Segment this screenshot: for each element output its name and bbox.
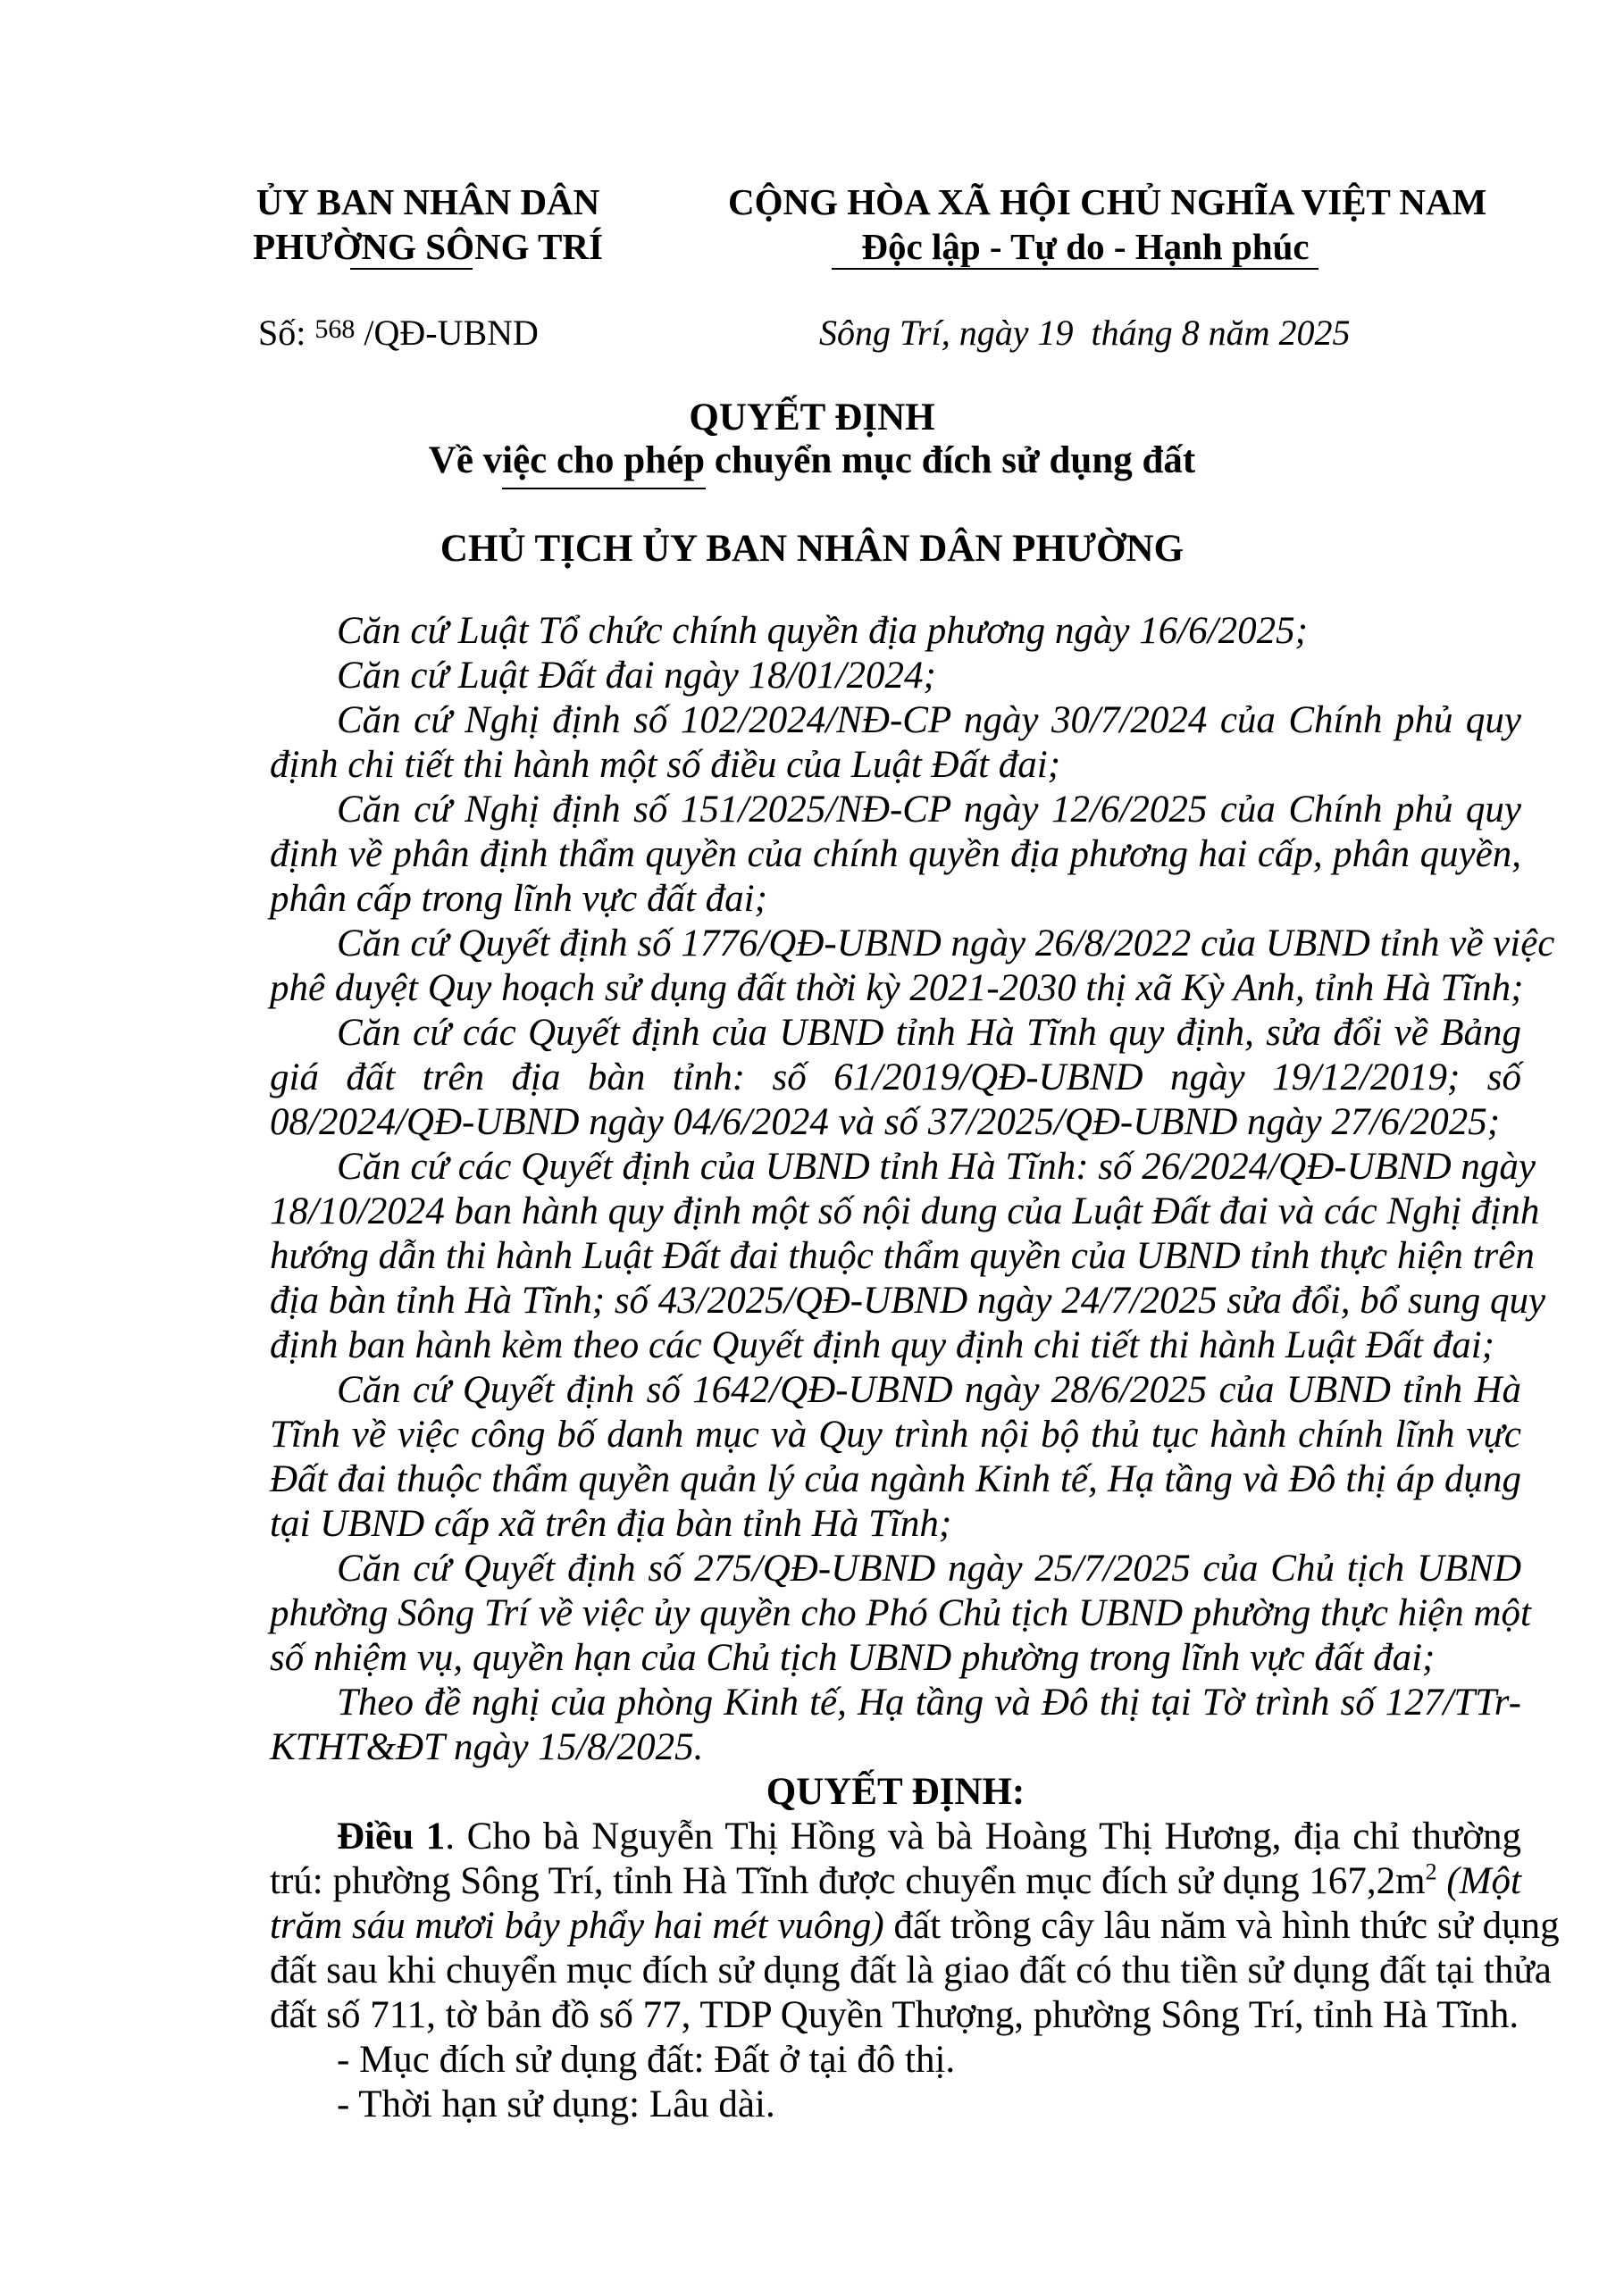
paragraph	[270, 1368, 1521, 1547]
title-main: QUYẾT ĐỊNH	[689, 397, 935, 438]
text-line: định chi tiết thi hành một số điều của Luật Đất đai;	[270, 744, 1061, 786]
text-segment: trăm sáu mươi bảy phẩy hai mét vuông)	[270, 1905, 884, 1947]
document-number	[258, 311, 539, 359]
text-line: phân cấp trong lĩnh vực đất đai;	[270, 878, 767, 920]
text-line: Căn cứ Luật Đất đai ngày 18/01/2024;	[337, 655, 936, 697]
text-line: hướng dẫn thi hành Luật Đất đai thuộc thẩm quyền của UBND tỉnh thực hiện trên	[270, 1235, 1535, 1277]
text-line: - Mục đích sử dụng đất: Đất ở tại đô thị.	[337, 2039, 956, 2081]
text-line: Căn cứ Quyết định số 1776/QĐ-UBND ngày 26/8/2022 của UBND tỉnh về việc	[337, 923, 1555, 964]
text-segment: (Một	[1436, 1860, 1521, 1902]
title-underline	[502, 488, 706, 489]
text-line: Căn cứ Quyết định số 275/QĐ-UBND ngày 25/7/2025 của Chủ tịch UBND	[337, 1548, 1521, 1590]
text-line: QUYẾT ĐỊNH:	[766, 1771, 1025, 1813]
text-line: Căn cứ Nghị định số 151/2025/NĐ-CP ngày 12/6/2025 của Chính phủ quy	[337, 789, 1521, 831]
paragraph	[270, 2083, 1521, 2127]
paragraph	[270, 1145, 1546, 1368]
text-line: KTHT&ĐT ngày 15/8/2025.	[270, 1726, 704, 1768]
text-segment: 2	[1425, 1858, 1437, 1885]
text-line: phường Sông Trí về việc ủy quyền cho Phó Chủ tịch UBND phường thực hiện một	[270, 1592, 1531, 1634]
number-prefix: Số:	[258, 313, 306, 353]
text-line: Căn cứ các Quyết định của UBND tỉnh Hà Tĩnh: số 26/2024/QĐ-UBND ngày	[337, 1146, 1536, 1188]
decision-heading	[270, 1770, 1521, 1815]
text-line: Căn cứ các Quyết định của UBND tỉnh Hà Tĩnh quy định, sửa đổi về Bảng	[337, 1012, 1521, 1054]
paragraph	[270, 698, 1521, 788]
paragraph	[270, 922, 1555, 1011]
text-line: phê duyệt Quy hoạch sử dụng đất thời kỳ 2021-2030 thị xã Kỳ Anh, tỉnh Hà Tĩnh;	[270, 967, 1524, 1009]
text-line: số nhiệm vụ, quyền hạn của Chủ tịch UBND phường trong lĩnh vực đất đai;	[270, 1637, 1436, 1679]
text-line: tại UBND cấp xã trên địa bàn tỉnh Hà Tĩnh;	[270, 1503, 952, 1545]
text-line: 18/10/2024 ban hành quy định một số nội dung của Luật Đất đai và các Nghị định	[270, 1190, 1540, 1232]
paragraph	[270, 1011, 1521, 1145]
text-segment: trú: phường Sông Trí, tỉnh Hà Tĩnh được chuyển mục đích sử dụng 167,2m	[270, 1860, 1426, 1902]
text-line: Đất đai thuộc thẩm quyền quản lý của ngành Kinh tế, Hạ tầng và Đô thị áp dụng	[270, 1458, 1521, 1500]
text-line: địa bàn tỉnh Hà Tĩnh; số 43/2025/QĐ-UBND ngày 24/7/2025 sửa đổi, bổ sung quy	[270, 1280, 1546, 1322]
issuer-underline	[350, 268, 473, 270]
text-line: Theo đề nghị của phòng Kinh tế, Hạ tầng và Đô thị tại Tờ trình số 127/TTr-	[337, 1682, 1521, 1724]
text-line: Căn cứ Nghị định số 102/2024/NĐ-CP ngày 30/7/2024 của Chính phủ quy	[337, 699, 1521, 741]
paragraph	[270, 609, 1521, 654]
text-line: Tĩnh về việc công bố danh mục và Quy trình nội bộ thủ tục hành chính lĩnh vực	[270, 1414, 1521, 1456]
paragraph	[270, 1815, 1560, 2038]
place-date: Sông Trí, ngày 19 tháng 8 năm 2025	[819, 313, 1351, 353]
text-segment: . Cho bà Nguyễn Thị Hồng và bà Hoàng Thị Hương, địa chỉ thường	[445, 1816, 1522, 1858]
text-line: định về phân định thẩm quyền của chính quyền địa phương hai cấp, phân quyền,	[270, 833, 1521, 875]
text-line	[270, 1859, 1521, 1904]
document-body	[270, 609, 1560, 2127]
number-suffix: /QĐ-UBND	[364, 313, 539, 353]
text-line: - Thời hạn sử dụng: Lâu dài.	[337, 2083, 775, 2125]
text-line: Căn cứ Quyết định số 1642/QĐ-UBND ngày 28/6/2025 của UBND tỉnh Hà	[337, 1369, 1521, 1411]
text-segment: Điều 1	[337, 1816, 446, 1858]
motto-underline	[832, 268, 1318, 270]
text-line: định ban hành kèm theo các Quyết định quy định chi tiết thi hành Luật Đất đai;	[270, 1324, 1495, 1366]
title-subject: Về việc cho phép chuyển mục đích sử dụng đất	[428, 439, 1196, 481]
text-segment: đất trồng cây lâu năm và hình thức sử dụng	[883, 1905, 1560, 1947]
authority-title: CHỦ TỊCH ỦY BAN NHÂN DÂN PHƯỜNG	[439, 528, 1185, 570]
paragraph	[270, 654, 1521, 698]
text-line: giá đất trên địa bàn tỉnh: số 61/2019/QĐ-UBND ngày 19/12/2019; số	[270, 1056, 1521, 1098]
issuer-name: ỦY BAN NHÂN DÂN	[255, 181, 600, 222]
national-title: CỘNG HÒA XÃ HỘI CHỦ NGHĨA VIỆT NAM	[728, 181, 1487, 222]
text-line: 08/2024/QĐ-UBND ngày 04/6/2024 và số 37/2025/QĐ-UBND ngày 27/6/2025;	[270, 1101, 1501, 1143]
text-line: đất sau khi chuyển mục đích sử dụng đất là giao đất có thu tiền sử dụng đất tại thửa	[270, 1950, 1552, 1991]
text-line: Căn cứ Luật Tổ chức chính quyền địa phương ngày 16/6/2025;	[337, 610, 1308, 652]
number-value: 568	[314, 314, 356, 344]
paragraph	[270, 2038, 1521, 2083]
national-motto: Độc lập - Tự do - Hạnh phúc	[861, 226, 1310, 267]
paragraph	[270, 788, 1521, 922]
text-line: đất số 711, tờ bản đồ số 77, TDP Quyền Thượng, phường Sông Trí, tỉnh Hà Tĩnh.	[270, 1994, 1519, 2036]
text-line	[270, 1904, 1560, 1949]
issuer-ward: PHƯỜNG SÔNG TRÍ	[253, 226, 603, 267]
paragraph	[270, 1547, 1531, 1681]
paragraph	[270, 1681, 1521, 1770]
text-line	[270, 1815, 1521, 1859]
